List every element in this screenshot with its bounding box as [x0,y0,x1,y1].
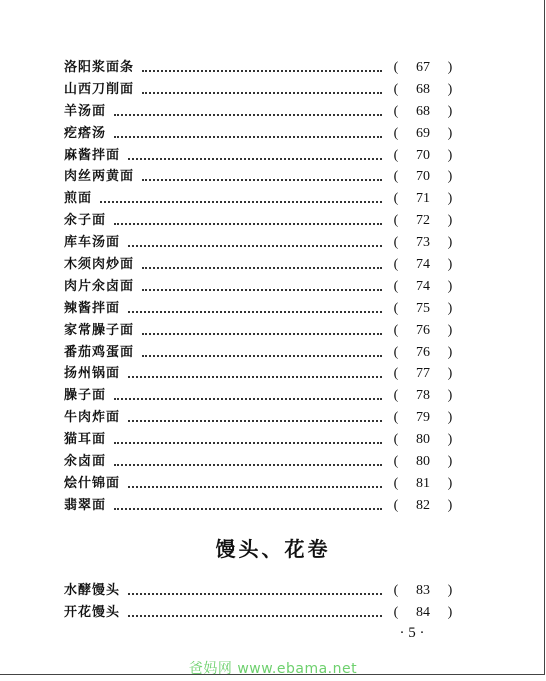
open-paren: ( [393,169,399,185]
toc-entry [64,320,456,342]
toc-entry-page: 68 [416,103,430,119]
toc-entry [64,298,456,320]
open-paren: ( [393,388,399,404]
close-paren: ) [447,278,453,294]
toc-entry [64,254,456,276]
close-paren: ) [447,125,453,141]
close-paren: ) [447,256,453,272]
toc-entry-title: 辣酱拌面 [64,300,121,316]
toc-entry-title: 氽子面 [64,213,107,229]
toc-entry-title: 水酵馒头 [64,582,121,598]
dot-leader [114,221,382,225]
dot-leader [114,134,382,138]
dot-leader [114,506,382,510]
table-of-contents [64,57,456,517]
toc-entry-page: 73 [416,235,430,251]
open-paren: ( [393,191,399,207]
open-paren: ( [393,582,399,598]
toc-entry-title: 臊子面 [64,388,107,404]
close-paren: ) [447,235,453,251]
open-paren: ( [393,344,399,360]
dot-leader [128,309,382,313]
toc-entry-title: 烩什锦面 [64,475,121,491]
page-number: · 5 · [399,625,425,641]
toc-entry-title: 家常臊子面 [64,322,135,338]
dot-leader [128,591,382,595]
close-paren: ) [447,475,453,491]
toc-entry [64,385,456,407]
toc-entry-title: 疙瘩汤 [64,125,107,141]
toc-entry-title: 山西刀削面 [64,81,135,97]
close-paren: ) [447,147,453,163]
close-paren: ) [447,169,453,185]
toc-entry-page: 74 [416,278,430,294]
toc-entry-title: 库车汤面 [64,235,121,251]
dot-leader [128,156,382,160]
open-paren: ( [393,453,399,469]
open-paren: ( [393,147,399,163]
toc-entry-page: 72 [416,213,430,229]
open-paren: ( [393,475,399,491]
watermark: 爸妈网 www.ebama.net [188,661,358,677]
dot-leader [142,353,382,357]
toc-entry-page: 80 [416,453,430,469]
toc-entry [64,580,456,602]
dot-leader [100,199,382,203]
toc-entry-title: 木须肉炒面 [64,256,135,272]
toc-entry-page: 70 [416,169,430,185]
close-paren: ) [447,300,453,316]
toc-entry-page: 71 [416,191,430,207]
close-paren: ) [447,497,453,513]
close-paren: ) [447,81,453,97]
toc-entry-page: 67 [416,59,430,75]
toc-entry [64,495,456,517]
toc-entry-page: 81 [416,475,430,491]
open-paren: ( [393,278,399,294]
dot-leader [114,440,382,444]
close-paren: ) [447,322,453,338]
toc-entry-title: 牛肉炸面 [64,410,121,426]
dot-leader [142,177,382,181]
toc-entry-page: 80 [416,432,430,448]
toc-entry [64,276,456,298]
toc-entry [64,429,456,451]
toc-entry-page: 84 [416,604,430,620]
toc-entry-title: 开花馒头 [64,604,121,620]
toc-entry [64,210,456,232]
toc-entry [64,101,456,123]
open-paren: ( [393,125,399,141]
close-paren: ) [447,604,453,620]
dot-leader [142,287,382,291]
toc-entry-page: 75 [416,300,430,316]
dot-leader [128,374,382,378]
open-paren: ( [393,432,399,448]
dot-leader [114,112,382,116]
open-paren: ( [393,604,399,620]
open-paren: ( [393,497,399,513]
toc-entry [64,473,456,495]
toc-entry [64,166,456,188]
toc-entry [64,57,456,79]
toc-entry-page: 70 [416,147,430,163]
toc-entry [64,342,456,364]
toc-entry [64,363,456,385]
toc-entry-page: 82 [416,497,430,513]
dot-leader [114,462,382,466]
close-paren: ) [447,366,453,382]
toc-entry-page: 68 [416,81,430,97]
close-paren: ) [447,410,453,426]
open-paren: ( [393,366,399,382]
toc-entry-page: 76 [416,322,430,338]
toc-entry-page: 83 [416,582,430,598]
section-heading: 馒头、花卷 [215,537,331,561]
close-paren: ) [447,213,453,229]
dot-leader [142,90,382,94]
close-paren: ) [447,432,453,448]
toc-entry-title: 肉丝两黄面 [64,169,135,185]
toc-entry-page: 69 [416,125,430,141]
toc-entry-page: 79 [416,410,430,426]
open-paren: ( [393,59,399,75]
toc-entry [64,602,456,624]
open-paren: ( [393,213,399,229]
toc-entry-title: 氽卤面 [64,453,107,469]
close-paren: ) [447,582,453,598]
close-paren: ) [447,103,453,119]
toc-entry-title: 猫耳面 [64,432,107,448]
toc-entry-title: 麻酱拌面 [64,147,121,163]
toc-entry-page: 76 [416,344,430,360]
toc-entry-page: 74 [416,256,430,272]
dot-leader [142,331,382,335]
open-paren: ( [393,410,399,426]
section-table-of-contents [64,580,456,624]
open-paren: ( [393,322,399,338]
toc-entry-title: 番茄鸡蛋面 [64,344,135,360]
open-paren: ( [393,81,399,97]
dot-leader [142,265,382,269]
toc-entry [64,79,456,101]
toc-entry [64,145,456,167]
toc-entry-title: 翡翠面 [64,497,107,513]
open-paren: ( [393,103,399,119]
dot-leader [128,613,382,617]
open-paren: ( [393,256,399,272]
close-paren: ) [447,191,453,207]
toc-entry-title: 肉片氽卤面 [64,278,135,294]
toc-entry [64,123,456,145]
close-paren: ) [447,453,453,469]
open-paren: ( [393,235,399,251]
dot-leader [114,396,382,400]
dot-leader [128,484,382,488]
close-paren: ) [447,344,453,360]
toc-entry [64,407,456,429]
dot-leader [128,418,382,422]
toc-entry-title: 羊汤面 [64,103,107,119]
dot-leader [128,243,382,247]
toc-entry-title: 扬州锅面 [64,366,121,382]
toc-entry [64,232,456,254]
toc-entry-title: 煎面 [64,191,93,207]
toc-entry-page: 78 [416,388,430,404]
open-paren: ( [393,300,399,316]
toc-entry-title: 洛阳浆面条 [64,59,135,75]
dot-leader [142,68,382,72]
close-paren: ) [447,59,453,75]
toc-entry-page: 77 [416,366,430,382]
toc-entry [64,451,456,473]
close-paren: ) [447,388,453,404]
toc-entry [64,188,456,210]
